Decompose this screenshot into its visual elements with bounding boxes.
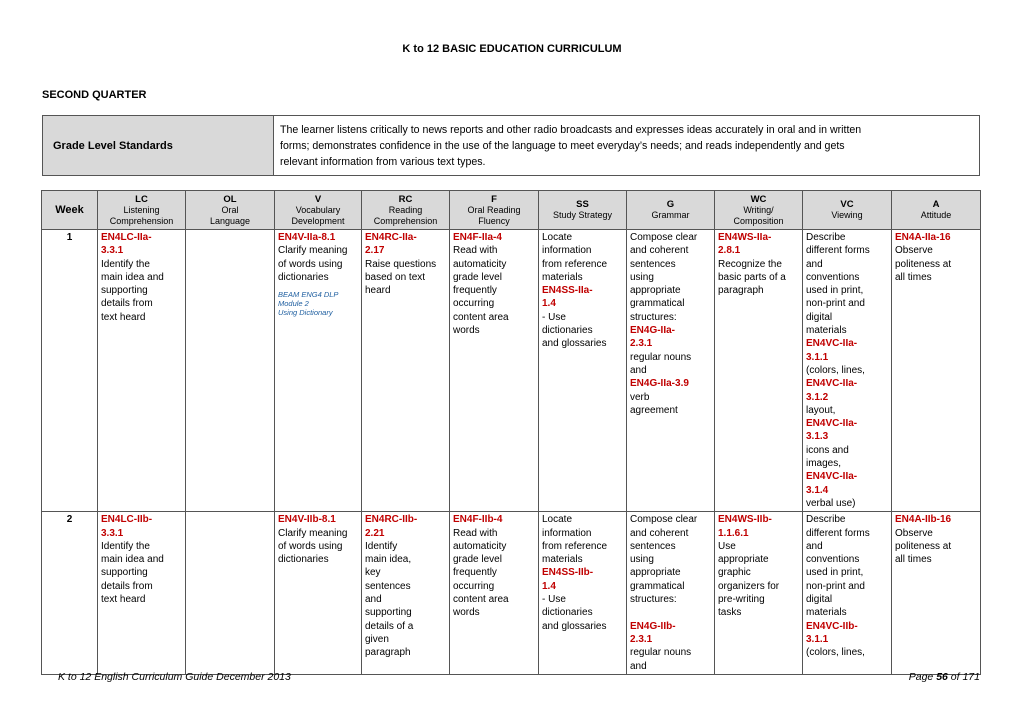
header-code: RC (398, 193, 413, 205)
header-week (42, 191, 98, 230)
competency-text: dictionaries (278, 554, 329, 566)
competency-code: 3.3.1 (101, 527, 124, 539)
cell-vc (803, 230, 892, 512)
competency-text: and coherent (630, 527, 689, 539)
competency-text: paragraph (718, 285, 764, 297)
competency-text: Observe (895, 527, 933, 539)
competency-text: Compose clear (630, 514, 698, 526)
competency-text: Recognize the (718, 258, 782, 270)
table-row (42, 512, 981, 675)
competency-text: verb (630, 391, 650, 403)
competency-text: images, (806, 458, 842, 470)
competency-text: non-print and (806, 298, 865, 310)
header-ss (539, 191, 627, 230)
competency-code: EN4SS-IIb- (542, 567, 594, 579)
competency-text: Read with (453, 527, 498, 539)
competency-text: main idea and (101, 554, 164, 566)
competency-text: different forms (806, 527, 870, 539)
quarter-heading: SECOND QUARTER (42, 89, 147, 101)
competency-text: information (542, 527, 592, 539)
competency-code: EN4F-IIb-4 (453, 514, 503, 526)
competency-text: regular nouns (630, 351, 692, 363)
cell-ss (539, 512, 627, 675)
cell-a (892, 512, 981, 675)
competency-code: 2.21 (365, 527, 385, 539)
resource-note-line: BEAM ENG4 DLP (278, 290, 339, 300)
competency-code: EN4RC-IIb- (365, 514, 418, 526)
cell-rc (362, 512, 450, 675)
competency-code: EN4WS-IIa- (718, 232, 772, 243)
cell-vc (803, 512, 892, 675)
competency-text: information (542, 245, 592, 257)
competency-text: Locate (542, 232, 573, 243)
header-a (892, 191, 981, 230)
footer-page-suffix: of 171 (947, 671, 980, 683)
competency-code: 3.1.4 (806, 484, 829, 496)
competency-code: 2.17 (365, 245, 385, 257)
competency-text: main idea, (365, 554, 412, 566)
competency-text: conventions (806, 554, 860, 566)
competency-code: 3.1.3 (806, 431, 829, 443)
competency-text: supporting (101, 285, 148, 297)
header-g (627, 191, 715, 230)
header-sub: Writing/ (743, 204, 774, 215)
grade-level-standards-text (274, 116, 979, 175)
competency-code: EN4G-IIb- (630, 620, 676, 632)
header-sub: Study Strategy (552, 210, 613, 220)
competency-text: sentences (365, 580, 411, 592)
competency-code: EN4V-IIa-8.1 (278, 232, 336, 243)
header-sub: Language (209, 215, 251, 226)
competency-code: EN4V-IIb-8.1 (278, 514, 336, 526)
competency-text: politeness at (895, 258, 952, 270)
cell-g (627, 512, 715, 675)
competency-text: digital (806, 311, 833, 323)
cell-g (627, 230, 715, 512)
header-rc (362, 191, 450, 230)
footer-guide-name: K to 12 English Curriculum Guide December 2013 (58, 671, 291, 683)
competency-text: (colors, lines, (806, 364, 865, 376)
resource-note-line: Module 2 (278, 299, 309, 309)
header-f (450, 191, 539, 230)
competency-text: non-print and (806, 580, 865, 592)
competency-text: and (630, 660, 647, 672)
header-lc (98, 191, 186, 230)
competency-code: EN4VC-IIa- (806, 418, 858, 430)
competency-text: using (630, 554, 654, 566)
cell-wc (715, 512, 803, 675)
header-sub: Oral Reading (467, 204, 521, 215)
cell-wc (715, 230, 803, 512)
competency-text: pre-writing (718, 594, 765, 606)
competency-code: EN4A-IIa-16 (895, 232, 951, 243)
gls-line: forms; demonstrates confidence in the use of the language to meet everyday’s needs; and reads independently and gets (280, 140, 845, 152)
header-sub: Development (291, 215, 345, 226)
header-sub: Reading (388, 204, 423, 215)
header-code: SS (576, 199, 589, 210)
competency-text: politeness at (895, 540, 952, 552)
competency-code: 1.4 (542, 298, 556, 310)
header-code: VC (840, 199, 854, 210)
competency-code: EN4SS-IIa- (542, 285, 593, 297)
cell-rc (362, 230, 450, 512)
competency-text: appropriate (630, 567, 681, 579)
cell-a (892, 230, 981, 512)
competency-code: 1.4 (542, 580, 556, 592)
competency-code: EN4RC-IIa- (365, 232, 417, 243)
competency-text: tasks (718, 607, 742, 619)
competency-code: 3.3.1 (101, 245, 124, 257)
competency-text (630, 606, 711, 619)
cell-v (275, 230, 362, 512)
footer-page-current: 56 (936, 671, 948, 683)
cell-f (450, 512, 539, 675)
competency-text: grade level (453, 554, 502, 566)
competency-text: (colors, lines, (806, 647, 865, 659)
competency-text: materials (806, 607, 847, 619)
competency-text: grammatical (630, 580, 685, 592)
competency-text: from reference (542, 258, 608, 270)
cell-lc (98, 512, 186, 675)
competency-text: Describe (806, 232, 846, 243)
header-sub: Fluency (478, 215, 510, 226)
gls-line: relevant information from various text types. (280, 156, 486, 168)
competency-text: used in print, (806, 285, 864, 297)
competency-text: verbal use) (806, 497, 856, 509)
competency-text: all times (895, 271, 932, 283)
cell-f (450, 230, 539, 512)
competency-text: Identify the (101, 540, 150, 552)
header-ol (186, 191, 275, 230)
competency-code: EN4VC-IIb- (806, 620, 858, 632)
cell-ol (186, 230, 275, 512)
competency-text: appropriate (630, 285, 681, 297)
competency-code: 3.1.2 (806, 391, 829, 403)
competency-text: words (453, 325, 480, 337)
competency-text: occurring (453, 298, 495, 310)
competency-text: key (365, 567, 381, 579)
competency-text: dictionaries (542, 325, 593, 337)
header-code: G (666, 199, 675, 210)
competency-code: 2.3.1 (630, 633, 653, 645)
competency-text: structures: (630, 311, 677, 323)
header-week-label: Week (55, 203, 84, 216)
competency-text: sentences (630, 540, 676, 552)
competency-text: - Use (542, 594, 566, 606)
competency-text: icons and (806, 444, 849, 456)
competency-text: dictionaries (278, 271, 329, 283)
competency-text: using (630, 271, 654, 283)
gls-line: The learner listens critically to news reports and other radio broadcasts and expresses ideas accurately in oral and in written (280, 124, 862, 136)
competency-text: details from (101, 580, 153, 592)
competency-code: EN4F-IIa-4 (453, 232, 502, 243)
week-cell: 1 (42, 230, 98, 512)
header-v (275, 191, 362, 230)
competency-text: content area (453, 594, 509, 606)
competency-text: digital (806, 594, 833, 606)
competency-text: grammatical (630, 298, 685, 310)
competency-text: all times (895, 554, 932, 566)
competency-code: EN4VC-IIa- (806, 338, 858, 350)
resource-note (278, 290, 358, 317)
competency-code: 2.8.1 (718, 245, 741, 257)
competency-code: 1.1.6.1 (718, 527, 749, 539)
competency-text: heard (365, 285, 391, 297)
competency-code: 3.1.1 (806, 633, 829, 645)
competency-text: Identify (365, 540, 398, 552)
competency-text: and (806, 540, 823, 552)
header-sub: Oral (221, 204, 239, 215)
competency-text: frequently (453, 285, 497, 297)
competency-text: words (453, 607, 480, 619)
footer-page-number (909, 671, 980, 683)
competency-text: automaticity (453, 258, 507, 270)
competency-text: Observe (895, 245, 933, 257)
competency-text: used in print, (806, 567, 864, 579)
competency-text: text heard (101, 594, 146, 606)
cell-ss (539, 230, 627, 512)
competency-text: materials (806, 325, 847, 337)
competency-text: from reference (542, 540, 608, 552)
cell-ol (186, 512, 275, 675)
competency-text: Locate (542, 514, 573, 526)
header-wc (715, 191, 803, 230)
header-code: LC (135, 193, 148, 205)
header-vc (803, 191, 892, 230)
competency-text: details from (101, 298, 153, 310)
header-code: WC (750, 193, 767, 205)
competency-code: EN4LC-IIa- (101, 232, 152, 243)
competency-text: different forms (806, 245, 870, 257)
competency-code: EN4WS-IIb- (718, 514, 772, 526)
competency-text: layout, (806, 404, 836, 416)
header-code: OL (223, 193, 237, 205)
competency-text: paragraph (365, 647, 411, 659)
competency-text: conventions (806, 271, 860, 283)
competency-text: Identify the (101, 258, 150, 270)
document-title: K to 12 BASIC EDUCATION CURRICULUM (402, 43, 622, 55)
competency-text: basic parts of a (718, 271, 786, 283)
header-sub: Grammar (651, 210, 690, 220)
header-code: V (314, 193, 322, 205)
header-sub: Comprehension (373, 215, 438, 226)
competency-text: frequently (453, 567, 497, 579)
curriculum-table (41, 190, 981, 675)
competency-text: Read with (453, 245, 498, 257)
competency-text: Clarify meaning (278, 527, 348, 539)
competency-text: and coherent (630, 245, 689, 257)
competency-code: 3.1.1 (806, 351, 829, 363)
cell-lc (98, 230, 186, 512)
competency-text: agreement (630, 404, 678, 416)
competency-text: details of a (365, 620, 414, 632)
competency-text: Compose clear (630, 232, 698, 243)
competency-text: occurring (453, 580, 495, 592)
competency-text: - Use (542, 311, 566, 323)
competency-text: dictionaries (542, 607, 593, 619)
competency-code: 2.3.1 (630, 338, 653, 350)
competency-code: EN4LC-IIb- (101, 514, 153, 526)
competency-text: and glossaries (542, 620, 607, 632)
table-row (42, 230, 981, 512)
competency-code: EN4VC-IIa- (806, 471, 858, 483)
competency-text: appropriate (718, 554, 769, 566)
competency-text: supporting (101, 567, 148, 579)
competency-text: text heard (101, 311, 146, 323)
competency-text: main idea and (101, 271, 164, 283)
competency-text: supporting (365, 607, 412, 619)
competency-text: Raise questions (365, 258, 437, 270)
resource-note-line: Using Dictionary (278, 308, 333, 318)
competency-text: Describe (806, 514, 846, 526)
competency-text: structures: (630, 594, 677, 606)
competency-text: and (365, 594, 382, 606)
competency-text: of words using (278, 540, 343, 552)
competency-text: based on text (365, 271, 426, 283)
competency-code: EN4VC-IIa- (806, 378, 858, 390)
competency-text: of words using (278, 258, 343, 270)
competency-code: EN4A-IIb-16 (895, 514, 952, 526)
competency-text: graphic (718, 567, 751, 579)
cell-v (275, 512, 362, 675)
header-sub: Comprehension (109, 215, 174, 226)
competency-text: content area (453, 311, 509, 323)
week-cell: 2 (42, 512, 98, 675)
competency-code: EN4G-IIa- (630, 325, 676, 337)
competency-text: materials (542, 271, 583, 283)
competency-text: Use (718, 540, 736, 552)
competency-text: automaticity (453, 540, 507, 552)
table-header-row (42, 191, 981, 230)
competency-text: and glossaries (542, 338, 607, 350)
competency-text: and (630, 364, 647, 376)
competency-text: Clarify meaning (278, 245, 348, 257)
footer-page-prefix: Page (908, 671, 937, 683)
competency-text: sentences (630, 258, 676, 270)
header-code: A (932, 199, 940, 210)
competency-text: grade level (453, 271, 502, 283)
header-sub: Viewing (831, 210, 863, 220)
competency-text: materials (542, 554, 583, 566)
grade-level-standards-label: Grade Level Standards (43, 116, 274, 175)
competency-text: organizers for (718, 580, 780, 592)
grade-level-standards-box (42, 115, 980, 176)
competency-text: given (365, 633, 389, 645)
header-sub: Vocabulary (295, 204, 341, 215)
header-sub: Composition (733, 215, 784, 226)
competency-text: regular nouns (630, 647, 692, 659)
header-sub: Attitude (920, 210, 952, 220)
header-sub: Listening (123, 204, 160, 215)
competency-code: EN4G-IIa-3.9 (630, 378, 689, 390)
header-code: F (491, 193, 497, 205)
competency-text: and (806, 258, 823, 270)
